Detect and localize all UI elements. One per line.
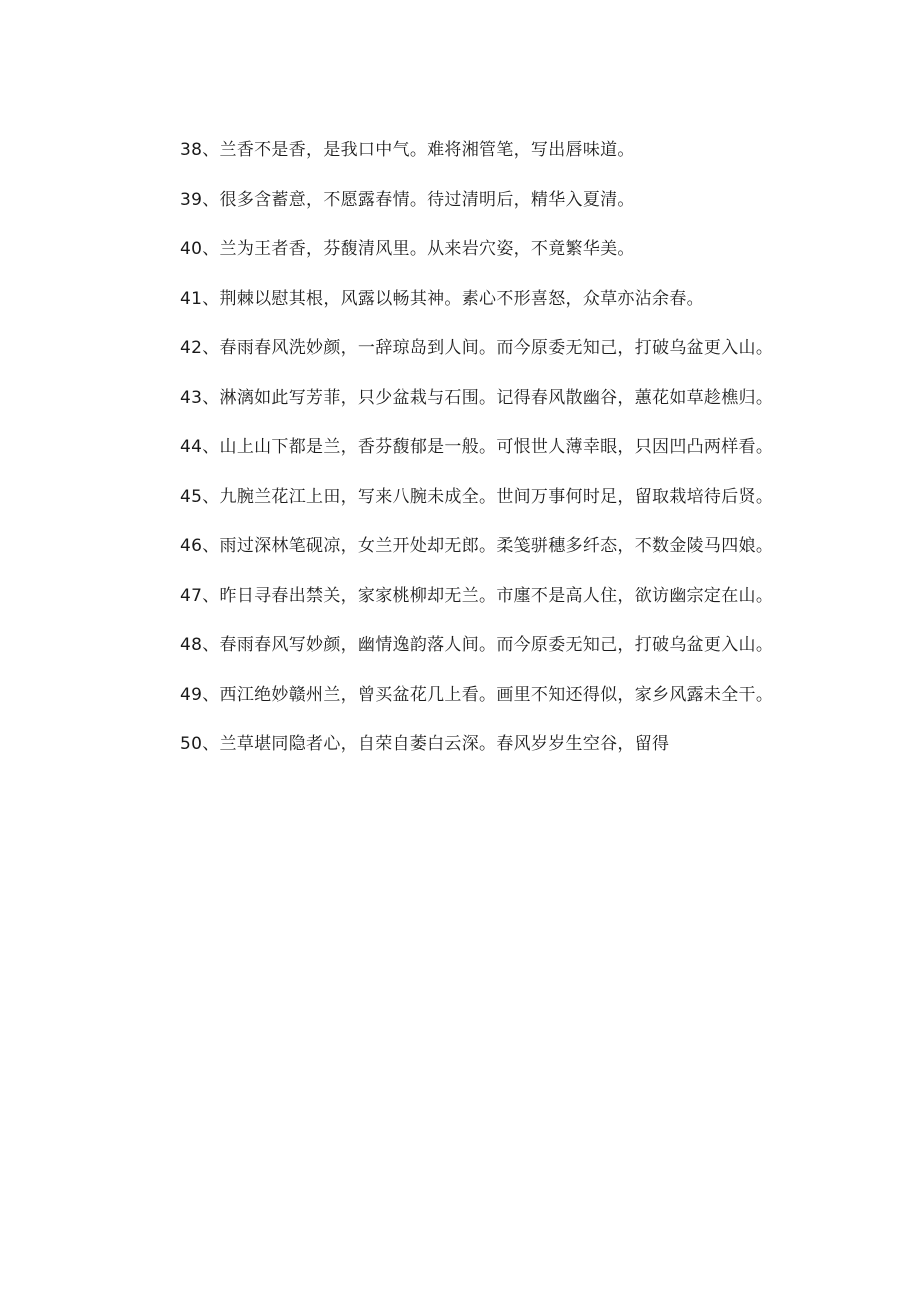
poem-line-39: 39、很多含蓄意，不愿露春情。待过清明后，精华入夏清。 bbox=[180, 189, 635, 210]
poem-line-41: 41、荆棘以慰其根，风露以畅其神。素心不形喜怒，众草亦沾余春。 bbox=[180, 288, 704, 309]
poem-line-44: 44、山上山下都是兰，香芬馥郁是一般。可恨世人薄幸眼，只因凹凸两样看。 bbox=[180, 437, 774, 457]
poem-line-38: 38、兰香不是香，是我口中气。难将湘管笔，写出唇味道。 bbox=[180, 140, 635, 160]
poem-line-42: 42、春雨春风洗妙颜，一辞琼岛到人间。而今原委无知己，打破乌盆更入山。 bbox=[180, 338, 774, 358]
poem-line-43: 43、淋漓如此写芳菲，只少盆栽与石围。记得春风散幽谷，蕙花如草趁樵归。 bbox=[180, 387, 774, 408]
poem-list bbox=[138, 126, 783, 770]
poem-line-49: 49、西江绝妙赣州兰，曾买盆花几上看。画里不知还得似，家乡风露未全干。 bbox=[180, 684, 774, 705]
poem-line-40: 40、兰为王者香，芬馥清风里。从来岩穴姿，不竟繁华美。 bbox=[180, 239, 635, 259]
poem-line-50: 50、兰草堪同隐者心，自荣自萎白云深。春风岁岁生空谷，留得 bbox=[180, 734, 670, 754]
poem-line-46: 46、雨过深林笔砚凉，女兰开处却无郎。柔笺骈穗多纤态，不数金陵马四娘。 bbox=[180, 536, 774, 556]
poem-line-45: 45、九腕兰花江上田，写来八腕未成全。世间万事何时足，留取栽培待后贤。 bbox=[180, 486, 774, 507]
poem-line-48: 48、春雨春风写妙颜，幽情逸韵落人间。而今原委无知己，打破乌盆更入山。 bbox=[180, 635, 774, 655]
poem-line-47: 47、昨日寻春出禁关，家家桃柳却无兰。市廛不是高人住，欲访幽宗定在山。 bbox=[180, 585, 774, 606]
